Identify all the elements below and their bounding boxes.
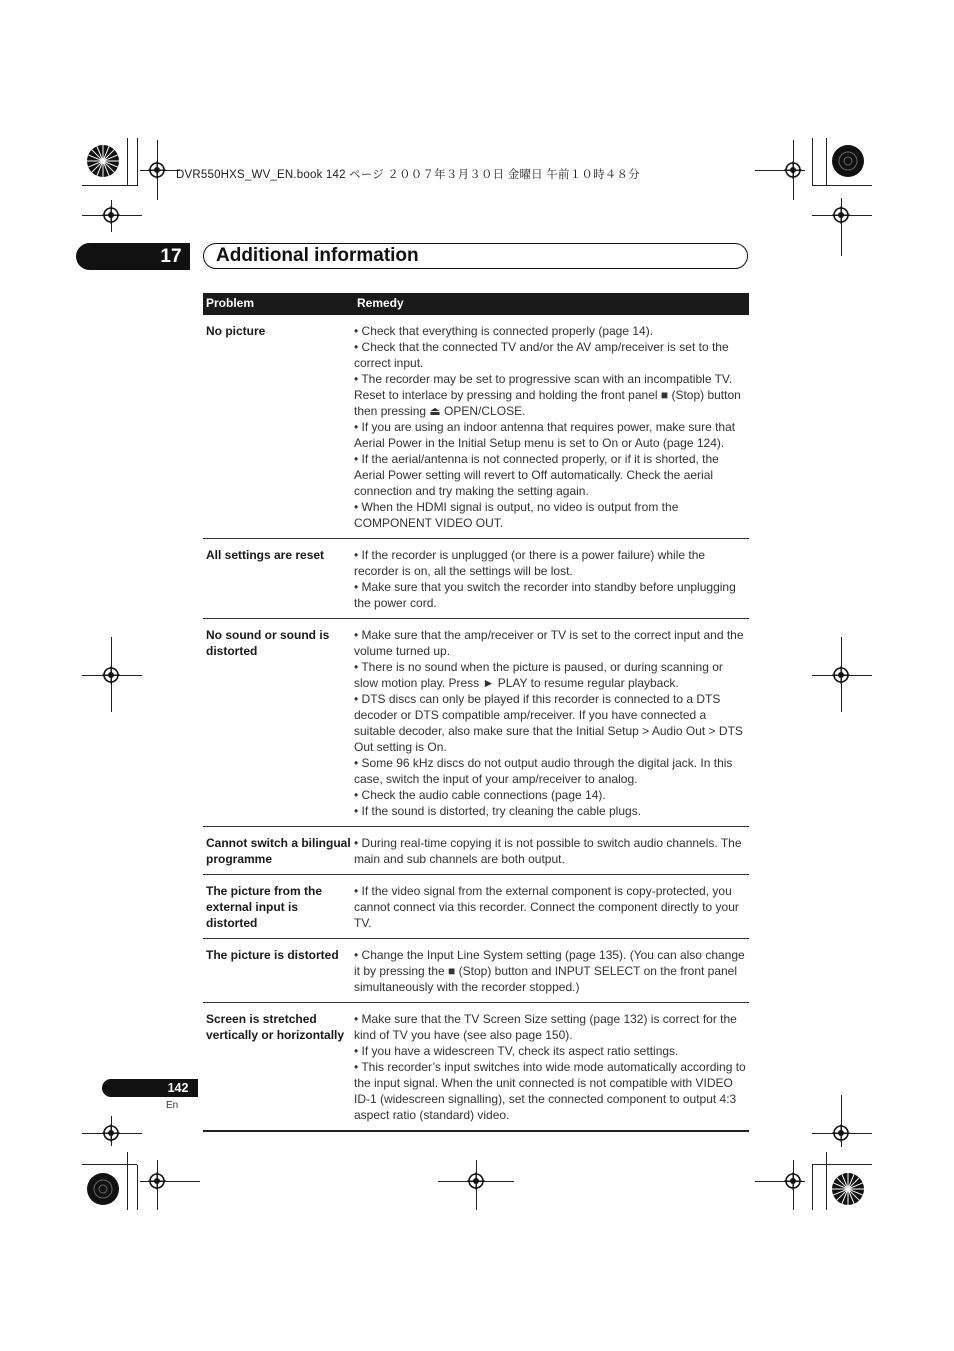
problem-cell: No picture (206, 324, 266, 338)
crosshair-target-icon (832, 1124, 850, 1142)
registration-starburst-icon (86, 144, 120, 178)
problem-cell: The picture is distorted (206, 948, 339, 962)
table-row (203, 619, 749, 827)
table-row (203, 875, 749, 939)
crosshair-target-icon (784, 1172, 802, 1190)
chapter-number: 17 (160, 246, 182, 267)
header-problem: Problem (206, 296, 255, 310)
remedy-cell (351, 947, 749, 995)
remedy-item: • If the aerial/antenna is not connected properly, or if it is shorted, the Aerial Power setting will revert to Off automatically. Check the aerial connection and try making the setting again. (354, 452, 719, 498)
remedy-cell (351, 835, 749, 867)
remedy-item: • The recorder may be set to progressive scan with an incompatible TV. Reset to interlace by pressing and holding the front panel ■ (Stop) button then pressing ⏏ OPEN/CLOSE. (354, 372, 741, 418)
problem-cell: Screen is stretched vertically or horizontally (206, 1012, 345, 1042)
registration-starburst-icon (831, 1172, 865, 1206)
crosshair-target-icon (784, 161, 802, 179)
table-row (203, 1003, 749, 1132)
page-language: En (166, 1100, 179, 1111)
table-row (203, 939, 749, 1003)
remedy-cell (351, 323, 749, 531)
crosshair-target-icon (148, 1172, 166, 1190)
crosshair-target-icon (148, 161, 166, 179)
remedy-item: • If the video signal from the external component is copy-protected, you cannot connect via this recorder. Connect the component directly to your TV. (354, 884, 739, 930)
crosshair-target-icon (832, 666, 850, 684)
remedy-item: • Make sure that you switch the recorder into standby before unplugging the power cord. (354, 580, 736, 610)
crosshair-target-icon (102, 206, 120, 224)
page-number: 142 (167, 1081, 189, 1095)
registration-circle-icon (831, 144, 865, 178)
table-row (203, 315, 749, 539)
remedy-item: • If you are using an indoor antenna that requires power, make sure that Aerial Power in the Initial Setup menu is set to On or Auto (page 124). (354, 420, 736, 450)
remedy-cell (351, 547, 749, 611)
remedy-item: • Change the Input Line System setting (page 135). (You can also change it by pressing the ■ (Stop) button and INPUT SELECT on the front panel simultaneously with the recorder stopped.) (354, 948, 745, 994)
crosshair-target-icon (467, 1172, 485, 1190)
table-header (203, 293, 749, 315)
remedy-item: • Some 96 kHz discs do not output audio through the digital jack. In this case, switch the input of your amp/receiver to analog. (354, 756, 733, 786)
problem-cell: All settings are reset (206, 548, 325, 562)
remedy-cell (351, 883, 749, 931)
remedy-item: • If the sound is distorted, try cleaning the cable plugs. (354, 804, 642, 818)
remedy-item: • There is no sound when the picture is paused, or during scanning or slow motion play. Press ► PLAY to resume regular playback. (354, 660, 723, 690)
problem-cell: The picture from the external input is distorted (206, 884, 323, 930)
remedy-item: • Check the audio cable connections (page 14). (354, 788, 606, 802)
remedy-item: • Make sure that the TV Screen Size setting (page 132) is correct for the kind of TV you have (see also page 150). (354, 1012, 737, 1042)
troubleshooting-table (203, 293, 749, 1132)
registration-circle-icon (86, 1172, 120, 1206)
remedy-cell (351, 627, 749, 819)
remedy-cell (351, 1011, 749, 1123)
remedy-item: • DTS discs can only be played if this recorder is connected to a DTS decoder or DTS compatible amp/receiver. If you have connected a suitable decoder, also make sure that the Initial Setup > Audio Out > DTS Out setting is On. (354, 692, 743, 754)
crosshair-target-icon (102, 1124, 120, 1142)
remedy-item: • If the recorder is unplugged (or there is a power failure) while the recorder is on, all the settings will be lost. (354, 548, 706, 578)
chapter-title: Additional information (216, 245, 419, 266)
print-header: DVR550HXS_WV_EN.book 142 ページ ２００７年３月３０日 金曜日 午前１０時４８分 (176, 169, 640, 181)
crosshair-target-icon (832, 206, 850, 224)
remedy-item: • Check that the connected TV and/or the AV amp/receiver is set to the correct input. (354, 340, 729, 370)
problem-cell: No sound or sound is distorted (206, 628, 330, 658)
problem-cell: Cannot switch a bilingual programme (206, 836, 351, 866)
remedy-item: • Check that everything is connected properly (page 14). (354, 324, 654, 338)
crosshair-target-icon (102, 666, 120, 684)
remedy-item: • If you have a widescreen TV, check its aspect ratio settings. (354, 1044, 679, 1058)
header-remedy: Remedy (357, 296, 404, 310)
remedy-item: • When the HDMI signal is output, no video is output from the COMPONENT VIDEO OUT. (354, 500, 679, 530)
remedy-item: • During real-time copying it is not possible to switch audio channels. The main and sub channels are both output. (354, 836, 742, 866)
remedy-item: • Make sure that the amp/receiver or TV is set to the correct input and the volume turned up. (354, 628, 744, 658)
table-row (203, 539, 749, 619)
table-row (203, 827, 749, 875)
remedy-item: • This recorder’s input switches into wide mode automatically according to the input signal. When the unit connected is not compatible with VIDEO ID-1 (widescreen signalling), set the connected component to output 4:3 aspect ratio (standard) video. (354, 1060, 746, 1122)
